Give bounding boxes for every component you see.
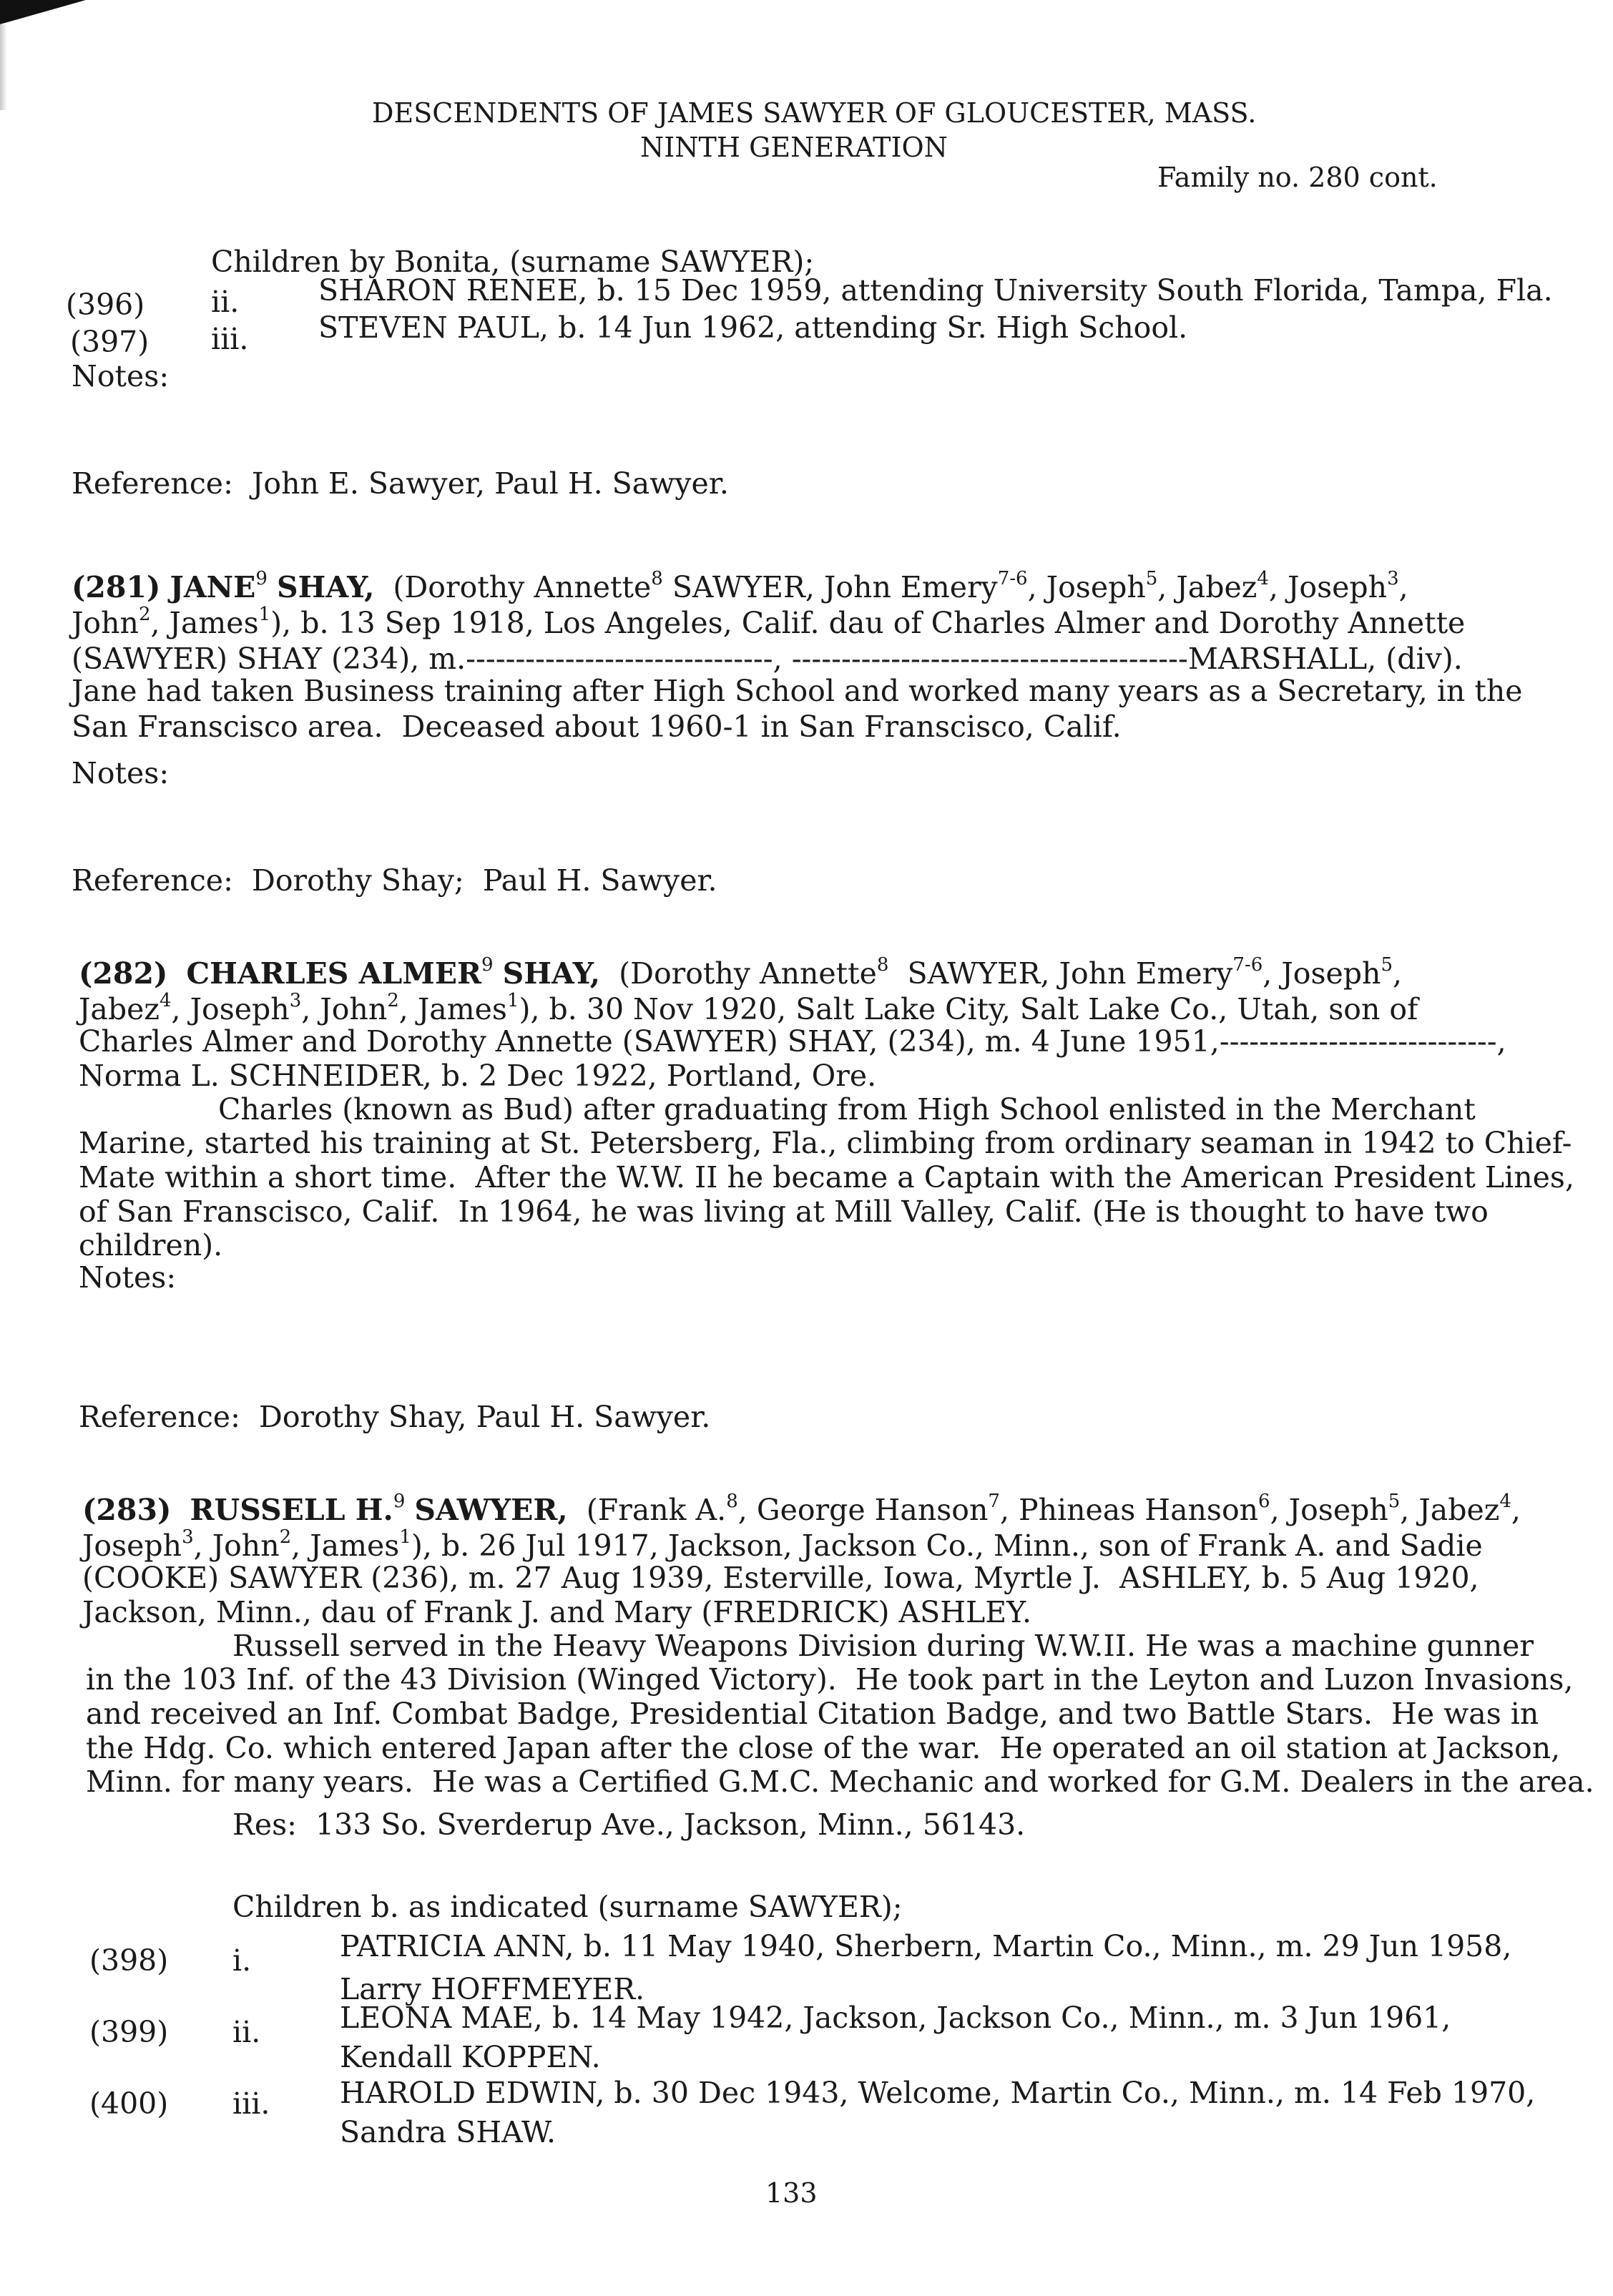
reference-line: Reference: John E. Sawyer, Paul H. Sawyer. [72, 466, 729, 501]
lineage-text: , John [193, 1529, 280, 1563]
lineage-sup: 6 [1258, 1491, 1270, 1512]
lineage-text: , Joseph [1263, 956, 1381, 991]
lineage-sup: 2 [387, 990, 399, 1011]
child-entry: SHARON RENEE, b. 15 Dec 1959, attending University South Florida, Tampa, Fla. [318, 273, 1553, 308]
child-number: (396) [66, 288, 145, 322]
lineage-sup: 1 [399, 1526, 411, 1548]
lineage-text: John [72, 606, 139, 640]
lineage-sup: 8 [651, 568, 663, 589]
lineage-text: , Joseph [171, 992, 290, 1026]
child-number: (400) [89, 2086, 169, 2121]
notes-label: Notes: [72, 359, 170, 393]
biography-line: children). [79, 1228, 223, 1262]
child-entry: PATRICIA ANN, b. 11 May 1940, Sherbern, Martin Co., Minn., m. 29 Jun 1958, [340, 1929, 1512, 1963]
generation-heading: NINTH GENERATION [640, 132, 948, 163]
lineage-text: , James [398, 992, 507, 1026]
lineage-text: , Phineas Hanson [999, 1493, 1259, 1527]
lineage-sup: 2 [279, 1526, 292, 1548]
person-surname: SAWYER, [414, 1493, 568, 1527]
lineage-text: ), b. 13 Sep 1918, Los Angeles, Calif. dau of Charles Almer and Dorothy Annette [270, 606, 1466, 640]
entry-number: (283) [82, 1493, 172, 1527]
lineage-text: , James [150, 606, 259, 640]
reference-line: Reference: Dorothy Shay, Paul H. Sawyer. [79, 1400, 711, 1434]
lineage-text: , George Hanson [737, 1493, 989, 1527]
child-roman: ii. [232, 2015, 261, 2049]
lineage-text: , Jabez [1157, 570, 1257, 604]
entry-number: (281) [72, 570, 161, 604]
child-spouse: Kendall KOPPEN. [340, 2040, 601, 2074]
lineage-text: SAWYER, John Emery [888, 956, 1233, 991]
page-edge-shadow [0, 24, 7, 110]
lineage-text: , Joseph [1270, 1493, 1388, 1527]
child-spouse: Larry HOFFMEYER. [340, 1972, 645, 2006]
lineage-sup: 8 [726, 1491, 738, 1512]
child-roman: ii. [211, 285, 240, 319]
lineage-sup: 1 [258, 604, 271, 625]
lineage-sup: 8 [876, 954, 889, 976]
child-roman: iii. [211, 322, 249, 356]
entry-line: Jane had taken Business training after High School and worked many years as a Secretary, in the [72, 674, 1523, 708]
child-number: (399) [89, 2015, 169, 2049]
lineage-sup: 2 [138, 604, 151, 625]
lineage-sup: 3 [1387, 568, 1399, 589]
child-number: (398) [89, 1943, 169, 1978]
lineage-text: (Frank A. [586, 1493, 727, 1527]
lineage-sup: 4 [1499, 1491, 1511, 1512]
lineage-sup: 5 [1381, 954, 1393, 976]
entry-line: Norma L. SCHNEIDER, b. 2 Dec 1922, Portland, Ore. [79, 1059, 877, 1093]
lineage-text: (Dorothy Annette [619, 956, 877, 991]
lineage-text: , Jabez [1400, 1493, 1500, 1527]
family-number: Family no. 280 cont. [1157, 162, 1438, 193]
entry-line: Charles Almer and Dorothy Annette (SAWYER) SHAY, (234), m. 4 June 1951,----------------------------, [79, 1024, 1506, 1059]
entry-line [72, 604, 1465, 642]
lineage-text: (Dorothy Annette [393, 570, 652, 604]
lineage-sup: 3 [289, 990, 302, 1011]
child-entry: HAROLD EDWIN, b. 30 Dec 1943, Welcome, Martin Co., Minn., m. 14 Feb 1970, [340, 2076, 1536, 2110]
lineage-sup: 3 [182, 1526, 194, 1548]
person-name: RUSSELL H. [190, 1493, 393, 1527]
lineage-text: , James [291, 1529, 400, 1563]
lineage-sup: 7-6 [1232, 954, 1263, 976]
entry-header-283 [82, 1491, 1521, 1529]
generation-sup: 9 [255, 568, 268, 589]
notes-label: Notes: [72, 756, 170, 790]
child-roman: i. [232, 1943, 252, 1978]
person-surname: SHAY, [502, 956, 600, 991]
child-spouse: Sandra SHAW. [340, 2115, 557, 2149]
lineage-sup: 4 [1257, 568, 1269, 589]
biography-line: in the 103 Inf. of the 43 Division (Winged Victory). He took part in the Leyton and Luzon Invasions, [86, 1662, 1574, 1697]
entry-line: (SAWYER) SHAY (234), m.-------------------------------, ----------------------------------------MARSHALL, (div). [72, 642, 1463, 676]
entry-header-281 [72, 569, 1408, 606]
entry-line: Jackson, Minn., dau of Frank J. and Mary (FREDRICK) ASHLEY. [82, 1595, 1031, 1629]
generation-sup: 9 [393, 1491, 406, 1512]
document-title: DESCENDENTS OF JAMES SAWYER OF GLOUCESTER, MASS. [372, 97, 1257, 129]
notes-label: Notes: [79, 1260, 177, 1295]
child-number: (397) [70, 325, 149, 359]
lineage-text: ), b. 30 Nov 1920, Salt Lake City, Salt Lake Co., Utah, son of [519, 992, 1418, 1026]
page-corner-shadow [0, 0, 86, 24]
lineage-sup: 4 [160, 990, 172, 1011]
residence-line: Res: 133 So. Sverderup Ave., Jackson, Minn., 56143. [232, 1807, 1026, 1842]
children-intro: Children by Bonita, (surname SAWYER); [211, 245, 815, 279]
entry-line: (COOKE) SAWYER (236), m. 27 Aug 1939, Esterville, Iowa, Myrtle J. ASHLEY, b. 5 Aug 1920, [82, 1561, 1479, 1595]
biography-line: Marine, started his training at St. Petersberg, Fla., climbing from ordinary seaman in 1942 to Chief- [79, 1126, 1572, 1160]
lineage-sup: 7 [988, 1491, 1000, 1512]
biography-line: Charles (known as Bud) after graduating from High School enlisted in the Merchant [218, 1092, 1476, 1127]
biography-line: and received an Inf. Combat Badge, Presidential Citation Badge, and two Battle Stars. He was in [86, 1697, 1539, 1731]
biography-line: of San Franscisco, Calif. In 1964, he was living at Mill Valley, Calif. (He is thought to have two [79, 1194, 1489, 1229]
lineage-text: , Joseph [1027, 570, 1146, 604]
entry-number: (282) [79, 956, 168, 991]
lineage-text: , [1511, 1493, 1521, 1527]
lineage-text: , [1393, 956, 1403, 991]
lineage-sup: 5 [1388, 1491, 1401, 1512]
lineage-sup: 7-6 [997, 568, 1028, 589]
biography-line: Russell served in the Heavy Weapons Division during W.W.II. He was a machine gunner [232, 1629, 1534, 1663]
biography-line: Minn. for many years. He was a Certified G.M.C. Mechanic and worked for G.M. Dealers in the area. [86, 1765, 1594, 1799]
lineage-text: Jabez [79, 992, 160, 1026]
entry-header-282 [79, 955, 1402, 992]
child-roman: iii. [232, 2086, 270, 2121]
biography-line: the Hdg. Co. which entered Japan after the close of the war. He operated an oil station at Jackson, [86, 1731, 1561, 1765]
lineage-text: , [1398, 570, 1408, 604]
person-name: JANE [170, 570, 256, 604]
lineage-text: SAWYER, John Emery [662, 570, 998, 604]
child-entry: LEONA MAE, b. 14 May 1942, Jackson, Jackson Co., Minn., m. 3 Jun 1961, [340, 2001, 1451, 2035]
person-surname: SHAY, [276, 570, 375, 604]
generation-sup: 9 [481, 954, 494, 976]
lineage-text: Joseph [82, 1529, 182, 1563]
child-entry: STEVEN PAUL, b. 14 Jun 1962, attending Sr. High School. [318, 310, 1188, 345]
person-name: CHARLES ALMER [186, 956, 482, 991]
lineage-text: ), b. 26 Jul 1917, Jackson, Jackson Co., Minn., son of Frank A. and Sadie [411, 1529, 1483, 1563]
entry-line: San Franscisco area. Deceased about 1960-1 in San Franscisco, Calif. [72, 710, 1122, 744]
biography-line: Mate within a short time. After the W.W. II he became a Captain with the American President Lines, [79, 1160, 1574, 1194]
lineage-text: , John [301, 992, 388, 1026]
lineage-sup: 5 [1145, 568, 1158, 589]
children-intro: Children b. as indicated (surname SAWYER); [232, 1890, 903, 1924]
lineage-sup: 1 [506, 990, 519, 1011]
lineage-text: , Joseph [1268, 570, 1388, 604]
page-number: 133 [765, 2177, 818, 2209]
reference-line: Reference: Dorothy Shay; Paul H. Sawyer. [72, 863, 717, 898]
